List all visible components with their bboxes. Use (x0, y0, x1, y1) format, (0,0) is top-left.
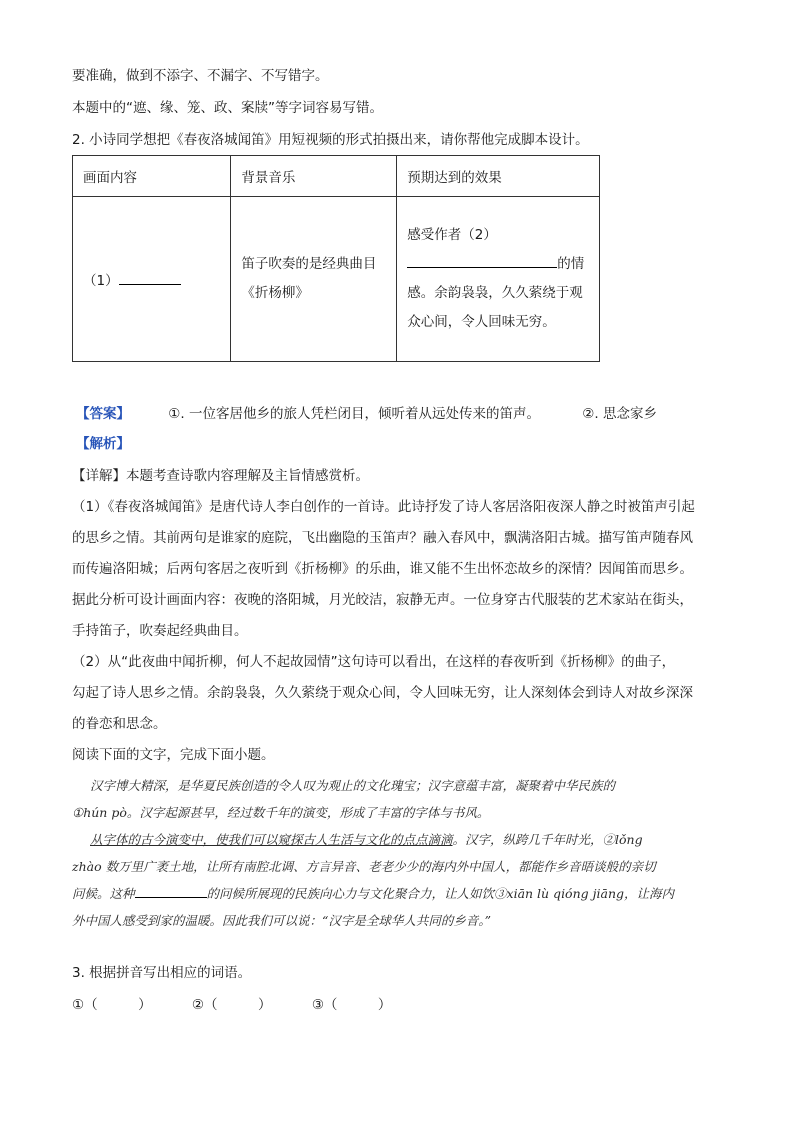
passage-line: zhào 数万里广袤土地，让所有南腔北调、方言异音、老老少少的海内外中国人，都能作乡音晤谈般的亲切 (72, 859, 656, 874)
blank-1-label: （1） (83, 273, 119, 289)
passage-line: 外中国人感受到家的温暖。因此我们可以说：“汉字是全球华人共同的乡音。” (72, 913, 492, 928)
passage-line: 汉字博大精深，是华夏民族创造的令人叹为观止的文化瑰宝；汉字意蕴丰富，凝聚着中华民族的 (90, 778, 616, 793)
analysis-line: 据此分析可设计画面内容：夜晚的洛阳城，月光皎洁，寂静无声。一位身穿古代服装的艺术家站在街头， (72, 592, 693, 608)
music-text: 笛子吹奏的是经典曲目《折杨柳》 (241, 256, 377, 301)
answer-item-2: ②. 思念家乡 (582, 406, 657, 422)
answer-blank-2 (407, 253, 557, 268)
question-2-prompt: 2. 小诗同学想把《春夜洛城闻笛》用短视频的形式拍摄出来，请你帮他完成脚本设计。 (72, 132, 589, 148)
answer-blank-1 (119, 270, 181, 285)
cell-scene (73, 197, 231, 362)
intro-line-2: 本题中的“遮、缘、笼、政、案牍”等字词容易写错。 (72, 100, 383, 116)
analysis-line: （1）《春夜洛城闻笛》是唐代诗人李白创作的一首诗。此诗抒发了诗人客居洛阳夜深人静之时被笛声引起 (72, 499, 695, 515)
passage-blank (135, 885, 207, 898)
effect-lead: 感受作者（2） (407, 227, 497, 243)
reading-passage (72, 772, 722, 934)
cell-music (231, 197, 397, 362)
analysis-line: 的眷恋和思念。 (72, 716, 167, 732)
analysis-line: 手持笛子，吹奏起经典曲目。 (72, 623, 248, 639)
effect-tail: 的情感。余韵袅袅，久久萦绕于观众心间，令人回味无穷。 (407, 256, 585, 330)
intro-line-1: 要准确，做到不添字、不漏字、不写错字。 (72, 68, 329, 84)
passage-line: ①hún pò。汉字起源甚早，经过数千年的演变，形成了丰富的字体与书风。 (72, 805, 490, 820)
analysis-line: 勾起了诗人思乡之情。余韵袅袅，久久萦绕于观众心间，令人回味无穷，让人深刻体会到诗人对故乡深深 (72, 685, 693, 701)
script-table (72, 155, 600, 362)
passage-line: 从字体的古今演变中，使我们可以窥探古人生活与文化的点点滴滴。汉字，纵跨几千年时光，②lǒng (90, 832, 643, 847)
analysis-line: 而传遍洛阳城；后两句客居之夜听到《折杨柳》的乐曲，谁又能不生出怀恋故乡的深情？因闻笛而思乡。 (72, 561, 693, 577)
answer-item-1: ①. 一位客居他乡的旅人凭栏闭目，倾听着从远处传来的笛声。 (168, 406, 540, 422)
table-header-row (73, 156, 600, 197)
pinyin-answer-1: ①（ ） (72, 997, 152, 1013)
header-effect: 预期达到的效果 (397, 156, 600, 197)
analysis-line: 的思乡之情。其前两句是谁家的庭院，飞出幽隐的玉笛声？融入春风中，飘满洛阳古城。描写笛声随春风 (72, 530, 693, 546)
analysis-line: 【详解】本题考查诗歌内容理解及主旨情感赏析。 (72, 468, 369, 484)
answer-row (72, 404, 657, 424)
pinyin-answer-2: ②（ ） (191, 997, 272, 1013)
cell-effect (397, 197, 600, 362)
underlined-sentence: 从字体的古今演变中，使我们可以窥探古人生活与文化的点点滴滴 (90, 832, 453, 847)
answer-label: 【答案】 (76, 406, 130, 422)
header-scene: 画面内容 (73, 156, 231, 197)
question-3-prompt: 3. 根据拼音写出相应的词语。 (72, 965, 252, 981)
effect-text (407, 221, 589, 337)
pinyin-answer-3: ③（ ） (311, 997, 392, 1013)
table-row (73, 197, 600, 362)
analysis-line: （2）从“此夜曲中闻折柳，何人不起故园情”这句诗可以看出，在这样的春夜听到《折杨柳》的曲子， (72, 654, 676, 670)
question-3-blanks (72, 995, 391, 1015)
analysis-label: 【解析】 (76, 436, 130, 452)
header-music: 背景音乐 (231, 156, 397, 197)
reading-instruction: 阅读下面的文字，完成下面小题。 (72, 747, 275, 763)
passage-line: 问候。这种 的问候所展现的民族向心力与文化聚合力，让人如饮③xiān lù qióng jiāng，让海内 (72, 886, 674, 901)
